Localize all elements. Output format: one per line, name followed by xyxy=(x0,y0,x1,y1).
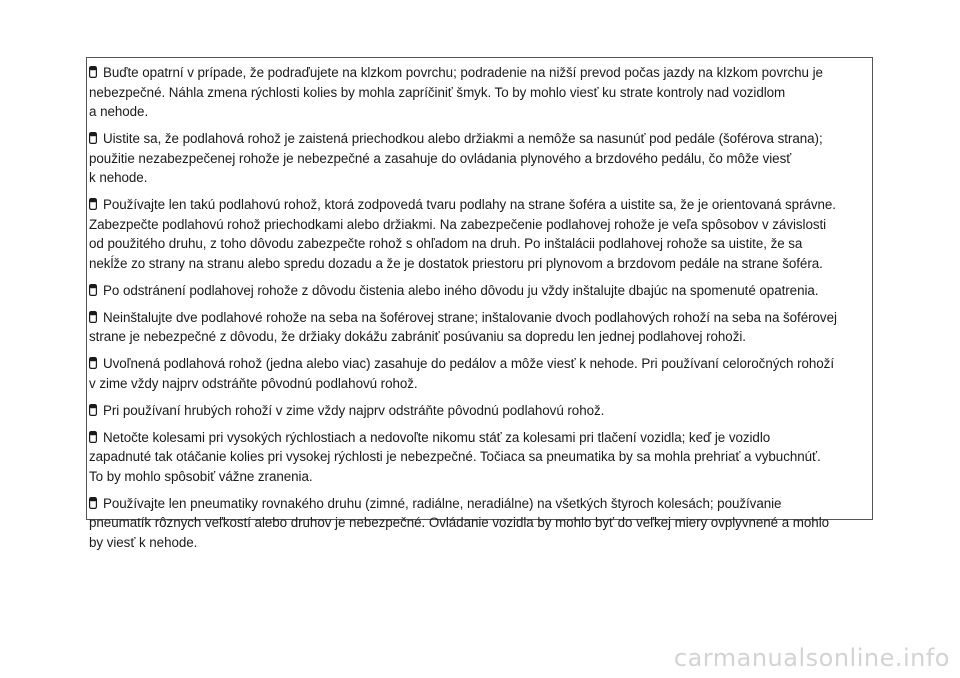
warning-square-icon xyxy=(89,66,97,78)
paragraph-line xyxy=(89,168,872,188)
paragraph-line xyxy=(89,129,872,149)
paragraph-line xyxy=(89,308,872,328)
paragraph-line xyxy=(89,63,872,83)
warning-paragraph xyxy=(89,401,872,421)
paragraph-line xyxy=(89,447,872,467)
paragraph-line xyxy=(89,195,872,215)
paragraph-line xyxy=(89,513,872,533)
warning-square-icon xyxy=(89,311,97,323)
line-text: zapadnuté tak otáčanie kolies pri vysokej rýchlosti je nebezpečné. Točiaca sa pneumatika by sa mohla prehriať a vybuchnúť. xyxy=(89,449,821,464)
warning-paragraph xyxy=(89,308,872,347)
warning-paragraph xyxy=(89,494,872,553)
warning-square-icon xyxy=(89,198,97,210)
warning-paragraph xyxy=(89,428,872,487)
paragraph-line xyxy=(89,281,872,301)
paragraph-line xyxy=(89,533,872,553)
paragraph-line xyxy=(89,494,872,514)
line-text: pneumatík rôznych veľkostí alebo druhov je nebezpečné. Ovládanie vozidla by mohlo byť do veľkej miery ovplyvnené a mohlo xyxy=(89,515,830,530)
paragraph-line xyxy=(89,428,872,448)
watermark: carmanualsonline.info xyxy=(673,644,950,672)
line-text: strane je nebezpečné z dôvodu, že držiaky dokážu zabrániť posúvaniu sa dopredu len jednej podlahovej rohoži. xyxy=(89,329,746,344)
paragraph-line xyxy=(89,327,872,347)
line-text: v zime vždy najprv odstráňte pôvodnú podlahovú rohož. xyxy=(89,375,418,391)
warning-square-icon xyxy=(89,497,97,509)
line-text: k nehode. xyxy=(89,170,148,185)
line-text: Neinštalujte dve podlahové rohože na seba na šoférovej strane; inštalovanie dvoch podlahových rohoží na seba na šoférovej xyxy=(103,309,837,325)
line-text: a nehode. xyxy=(89,104,149,119)
warning-square-icon xyxy=(89,284,97,296)
line-text: To by mohlo spôsobiť vážne zranenia. xyxy=(89,468,313,484)
warning-square-icon xyxy=(89,431,97,443)
line-text: od použitého druhu, z toho dôvodu zabezpečte rohož s ohľadom na druh. Po inštalácii podlahovej rohože sa uistite, že sa xyxy=(89,236,803,251)
paragraph-line xyxy=(89,254,872,274)
warning-paragraph xyxy=(89,281,872,301)
paragraph-line xyxy=(89,354,872,374)
line-text: použitie nezabezpečenej rohože je nebezpečné a zasahuje do ovládania plynového a brzdového pedálu, čo môže viesť xyxy=(89,150,792,166)
paragraph-line xyxy=(89,149,872,169)
warning-square-icon xyxy=(89,357,97,369)
paragraph-line xyxy=(89,102,872,122)
paragraph-line xyxy=(89,374,872,394)
warning-paragraph xyxy=(89,195,872,273)
line-text: nekĺže zo strany na stranu alebo spredu dozadu a že je dostatok priestoru pri plynovom a brzdovom pedále na strane šoféra. xyxy=(89,255,823,271)
warning-paragraph xyxy=(89,63,872,122)
paragraph-line xyxy=(89,83,872,103)
line-text: Uistite sa, že podlahová rohož je zaistená priechodkou alebo držiakmi a nemôže sa nasunúť pod pedále (šoférova strana); xyxy=(103,131,823,146)
paragraph-line xyxy=(89,401,872,421)
line-text: Buďte opatrní v prípade, že podraďujete na klzkom povrchu; podradenie na nižší prevod počas jazdy na klzkom povrchu je xyxy=(103,65,823,80)
warning-list xyxy=(89,63,872,552)
warning-square-icon xyxy=(89,404,97,416)
line-text: Používajte len takú podlahovú rohož, ktorá zodpovedá tvaru podlahy na strane šoféra a uistite sa, že je orientovaná správne. xyxy=(103,197,836,212)
line-text: Pri používaní hrubých rohoží v zime vždy najprv odstráňte pôvodnú podlahovú rohož. xyxy=(103,402,605,418)
line-text: Zabezpečte podlahovú rohož priechodkami alebo držiakmi. Na zabezpečenie podlahovej rohože je veľa spôsobov v závislosti xyxy=(89,216,827,232)
paragraph-line xyxy=(89,234,872,254)
warning-paragraph xyxy=(89,129,872,188)
paragraph-line xyxy=(89,215,872,235)
warning-box xyxy=(86,57,873,550)
line-text: by viesť k nehode. xyxy=(89,534,198,550)
warning-paragraph xyxy=(89,354,872,393)
line-text: nebezpečné. Náhla zmena rýchlosti kolies by mohla zapríčiniť šmyk. To by mohlo viesť ku strate kontroly nad vozidlom xyxy=(89,84,786,100)
line-text: Po odstránení podlahovej rohože z dôvodu čistenia alebo iného dôvodu ju vždy inštalujte dbajúc na spomenuté opatrenia. xyxy=(103,282,819,298)
paragraph-line xyxy=(89,467,872,487)
line-text: Uvoľnená podlahová rohož (jedna alebo viac) zasahuje do pedálov a môže viesť k nehode. Pri používaní celoročných rohoží xyxy=(103,356,834,371)
line-text: Používajte len pneumatiky rovnakého druhu (zimné, radiálne, neradiálne) na všetkých štyroch kolesách; používanie xyxy=(103,495,782,511)
warning-square-icon xyxy=(89,132,97,144)
line-text: Netočte kolesami pri vysokých rýchlostiach a nedovoľte nikomu stáť za kolesami pri tlačení vozidla; keď je vozidlo xyxy=(103,429,771,445)
